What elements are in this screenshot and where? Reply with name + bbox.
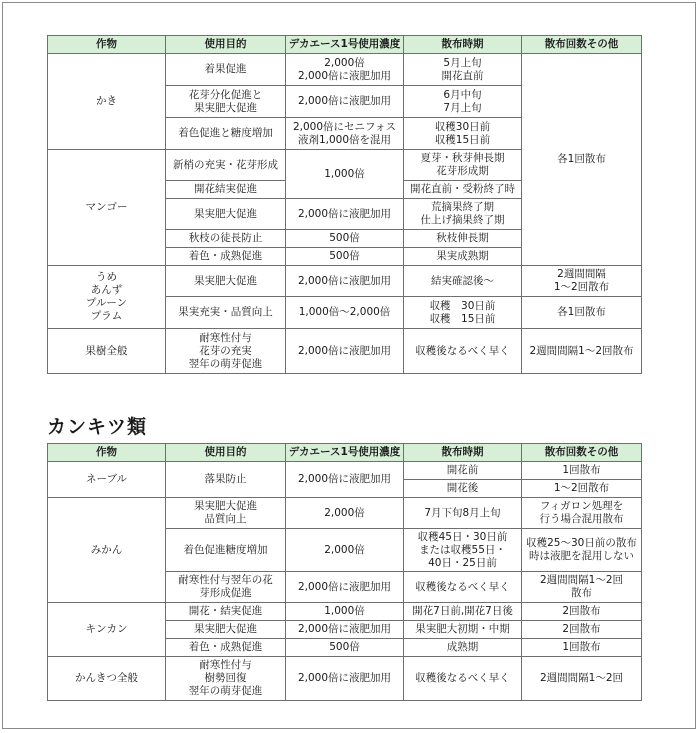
- table-header-row: [48, 36, 642, 54]
- concentration-cell: 1,000倍: [286, 603, 404, 621]
- concentration-cell: 2,000倍に液肥加用: [286, 199, 404, 230]
- count-cell: 2週間間隔1～2回散布: [522, 329, 642, 374]
- timing-cell: 成熟期: [404, 639, 522, 657]
- concentration-cell: 1,000倍～2,000倍: [286, 297, 404, 329]
- concentration-cell: 2,000倍に液肥加用: [286, 657, 404, 701]
- table-row: [48, 54, 642, 86]
- timing-cell: 収穫45日・30日前 または収穫55日・ 40日・25日前: [404, 529, 522, 572]
- timing-cell: 荒摘果終了期 仕上げ摘果終了期: [404, 199, 522, 230]
- header-count: 散布回数その他: [522, 444, 642, 462]
- concentration-cell: 500倍: [286, 248, 404, 266]
- purpose-cell: 果実肥大促進: [166, 621, 286, 639]
- timing-cell: 夏芽・秋芽伸長期 花芽形成期: [404, 150, 522, 181]
- count-cell: 2週間間隔 1～2回散布: [522, 266, 642, 297]
- concentration-cell: 2,000倍に液肥加用: [286, 462, 404, 498]
- concentration-cell: 2,000倍: [286, 498, 404, 529]
- count-cell: 1～2回散布: [522, 480, 642, 498]
- purpose-cell: 耐寒性付与 花芽の充実 翌年の萌芽促進: [166, 329, 286, 374]
- purpose-cell: 新梢の充実・花芽形成: [166, 150, 286, 181]
- concentration-cell: 2,000倍に液肥加用: [286, 266, 404, 297]
- crop-cell: みかん: [48, 498, 166, 603]
- header-timing: 散布時期: [404, 444, 522, 462]
- concentration-cell: 2,000倍に液肥加用: [286, 329, 404, 374]
- purpose-cell: 着色促進と糖度増加: [166, 118, 286, 150]
- header-crop: 作物: [48, 36, 166, 54]
- timing-cell: 果実成熟期: [404, 248, 522, 266]
- purpose-cell: 果実充実・品質向上: [166, 297, 286, 329]
- header-concentration: デカエース1号使用濃度: [286, 444, 404, 462]
- purpose-cell: 開花・結実促進: [166, 603, 286, 621]
- timing-cell: 収穫後なるべく早く: [404, 572, 522, 603]
- purpose-cell: 秋枝の徒長防止: [166, 230, 286, 248]
- timing-cell: 7月下旬8月上旬: [404, 498, 522, 529]
- purpose-cell: 果実肥大促進 品質向上: [166, 498, 286, 529]
- count-cell: フィガロン処理を 行う場合混用散布: [522, 498, 642, 529]
- concentration-cell: 2,000倍: [286, 529, 404, 572]
- purpose-cell: 耐寒性付与翌年の花 芽形成促進: [166, 572, 286, 603]
- timing-cell: 開花後: [404, 480, 522, 498]
- count-cell: 2週間間隔1～2回: [522, 657, 642, 701]
- crop-cell: うめ あんず プルーン プラム: [48, 266, 166, 329]
- timing-cell: 収穫 30日前 収穫 15日前: [404, 297, 522, 329]
- count-cell: 1回散布: [522, 639, 642, 657]
- concentration-cell: 1,000倍: [286, 150, 404, 199]
- timing-cell: 5月上旬 開花直前: [404, 54, 522, 86]
- timing-cell: 果実肥大初期・中期: [404, 621, 522, 639]
- count-cell: 2回散布: [522, 603, 642, 621]
- timing-cell: 開花前: [404, 462, 522, 480]
- concentration-cell: 500倍: [286, 230, 404, 248]
- table-row: [48, 603, 642, 621]
- count-cell: 1回散布: [522, 462, 642, 480]
- count-cell: 2回散布: [522, 621, 642, 639]
- crop-cell: かんきつ全般: [48, 657, 166, 701]
- citrus-usage-table: [47, 443, 642, 701]
- section-title-citrus: カンキツ類: [47, 416, 148, 438]
- crop-cell: キンカン: [48, 603, 166, 657]
- table-row: [48, 462, 642, 480]
- purpose-cell: 開花結実促進: [166, 181, 286, 199]
- crop-cell: かき: [48, 54, 166, 150]
- count-cell: 各1回散布: [522, 54, 642, 266]
- table-header-row: [48, 444, 642, 462]
- timing-cell: 秋枝伸長期: [404, 230, 522, 248]
- timing-cell: 収穫後なるべく早く: [404, 657, 522, 701]
- purpose-cell: 果実肥大促進: [166, 266, 286, 297]
- header-purpose: 使用目的: [166, 444, 286, 462]
- crop-cell: 果樹全般: [48, 329, 166, 374]
- purpose-cell: 果実肥大促進: [166, 199, 286, 230]
- count-cell: 各1回散布: [522, 297, 642, 329]
- purpose-cell: 着色・成熟促進: [166, 639, 286, 657]
- timing-cell: 結実確認後～: [404, 266, 522, 297]
- purpose-cell: 花芽分化促進と 果実肥大促進: [166, 86, 286, 118]
- crop-cell: マンゴー: [48, 150, 166, 266]
- timing-cell: 開花7日前,開花7日後: [404, 603, 522, 621]
- concentration-cell: 2,000倍にセニフォス 液剤1,000倍を混用: [286, 118, 404, 150]
- purpose-cell: 耐寒性付与 樹勢回復 翌年の萌芽促進: [166, 657, 286, 701]
- header-concentration: デカエース1号使用濃度: [286, 36, 404, 54]
- purpose-cell: 落果防止: [166, 462, 286, 498]
- timing-cell: 開花直前・受粉終了時: [404, 181, 522, 199]
- purpose-cell: 着色・成熟促進: [166, 248, 286, 266]
- table-row: [48, 657, 642, 701]
- concentration-cell: 2,000倍に液肥加用: [286, 86, 404, 118]
- timing-cell: 収穫30日前 収穫15日前: [404, 118, 522, 150]
- concentration-cell: 2,000倍に液肥加用: [286, 572, 404, 603]
- purpose-cell: 着色促進糖度増加: [166, 529, 286, 572]
- count-cell: 収穫25～30日前の散布 時は液肥を混用しない: [522, 529, 642, 572]
- timing-cell: 収穫後なるべく早く: [404, 329, 522, 374]
- table-row: [48, 498, 642, 529]
- count-cell: 2週間間隔1～2回 散布: [522, 572, 642, 603]
- concentration-cell: 2,000倍 2,000倍に液肥加用: [286, 54, 404, 86]
- header-timing: 散布時期: [404, 36, 522, 54]
- crop-cell: ネーブル: [48, 462, 166, 498]
- concentration-cell: 2,000倍に液肥加用: [286, 621, 404, 639]
- concentration-cell: 500倍: [286, 639, 404, 657]
- table-row: [48, 329, 642, 374]
- table-row: [48, 266, 642, 297]
- purpose-cell: 着果促進: [166, 54, 286, 86]
- header-crop: 作物: [48, 444, 166, 462]
- fruit-tree-usage-table: [47, 35, 642, 374]
- header-purpose: 使用目的: [166, 36, 286, 54]
- header-count: 散布回数その他: [522, 36, 642, 54]
- timing-cell: 6月中旬 7月上旬: [404, 86, 522, 118]
